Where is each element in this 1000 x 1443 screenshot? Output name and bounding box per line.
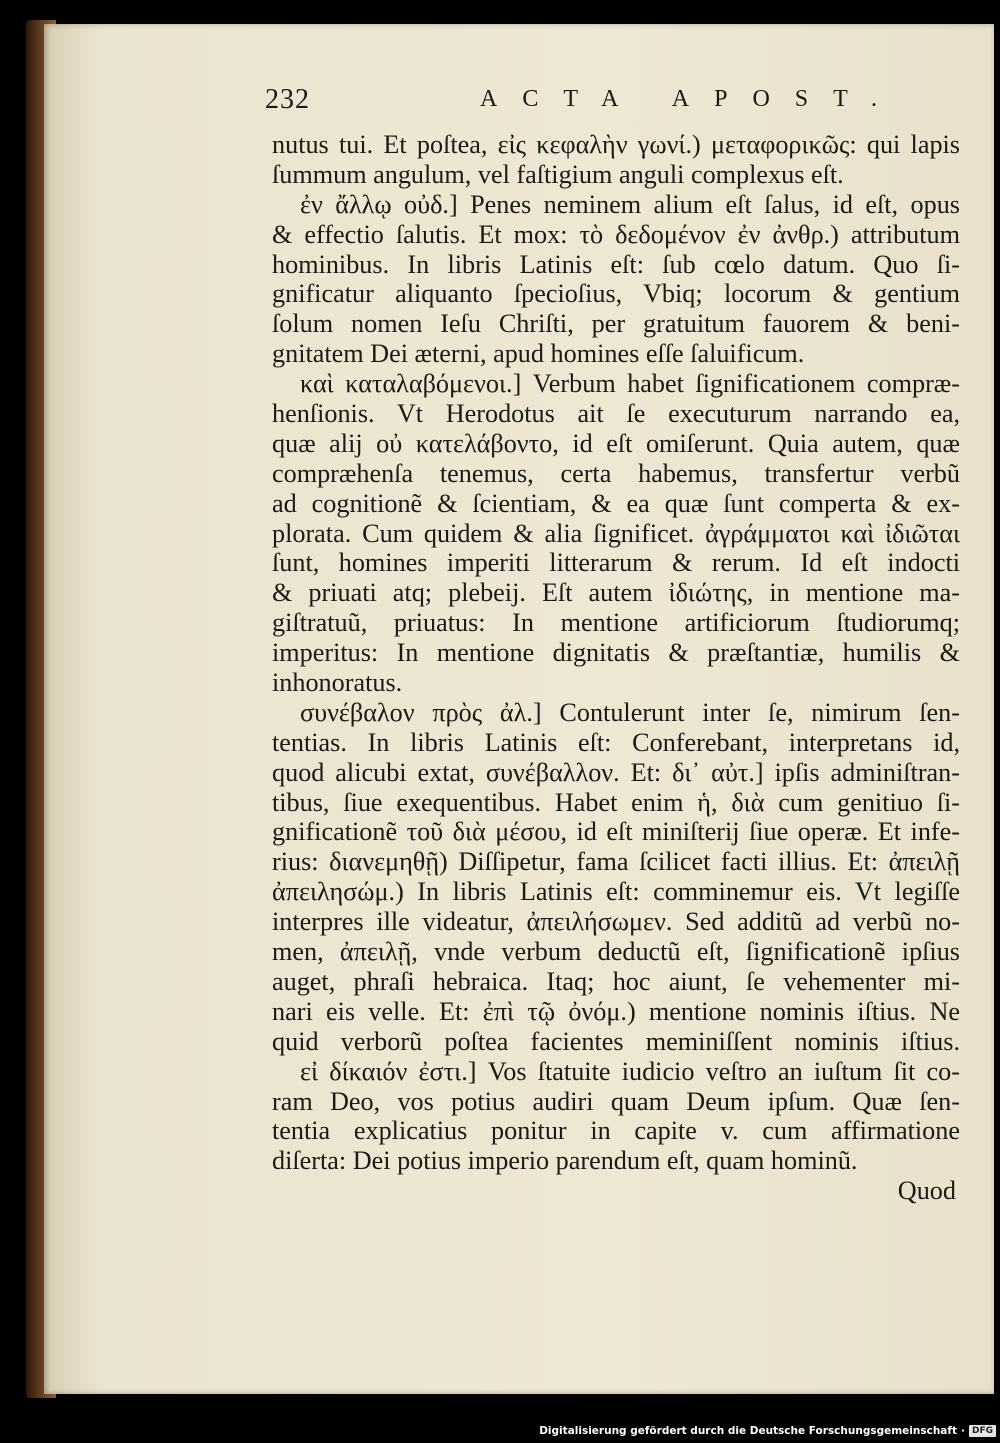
text-line: tentias. In libris Latinis eſt: Conferebant, interpretans id, xyxy=(272,727,960,757)
running-head: ACTA APOST. xyxy=(480,86,902,112)
page-text xyxy=(272,130,960,1206)
text-line: καὶ καταλαβόμενοι.] Verbum habet ſignificationem compræ- xyxy=(300,369,960,399)
digitization-credit xyxy=(539,1423,996,1439)
text-line: interpres ille videatur, ἀπειλήσωμεν. Sed additũ ad verbũ no- xyxy=(272,907,960,937)
text-line: diſerta: Dei potius imperio parendum eſt, quam hominũ. xyxy=(272,1146,858,1176)
text-line: quid verborũ poſtea facientes meminiſſent nominis iſtius. xyxy=(272,1026,960,1056)
text-line: ſummum angulum, vel faſtigium anguli complexus eſt. xyxy=(272,159,844,189)
text-line: henſionis. Vt Herodotus ait ſe executurum narrando ea, xyxy=(272,399,960,429)
text-line: tibus, ſiue exequentibus. Habet enim ἡ, διὰ cum genitiuo ſi- xyxy=(272,787,960,817)
text-line: ſunt, homines imperiti litterarum & rerum. Id eſt indocti xyxy=(272,548,960,578)
text-line: ſolum nomen Ieſu Chriſti, per gratuitum fauorem & beni- xyxy=(272,309,960,339)
text-line: & priuati atq; plebeij. Eſt autem ἰδιώτης, in mentione ma- xyxy=(272,578,960,608)
catchword: Quod xyxy=(897,1176,956,1206)
page-header xyxy=(265,84,902,116)
text-line: gnitatem Dei æterni, apud homines eſſe ſaluificum. xyxy=(272,339,805,369)
text-line: nutus tui. Et poſtea, εἰς κεφαλὴν γωνί.) μεταφορικῶς: qui lapis xyxy=(272,130,960,159)
dfg-logo-icon: DFG xyxy=(969,1425,996,1437)
text-line: gnificationẽ τοῦ διὰ μέσου, id eſt miniſterij ſiue operæ. Et infe- xyxy=(272,817,960,847)
text-line: imperitus: In mentione dignitatis & præſtantiæ, humilis & xyxy=(272,638,960,668)
credit-text: Digitalisierung gefördert durch die Deutsche Forschungsgemeinschaft xyxy=(539,1425,957,1437)
text-line: auget, phraſi hebraica. Itaq; hoc aiunt, ſe vehementer mi- xyxy=(272,966,960,996)
text-line: gnificatur aliquanto ſpecioſius, Vbiq; locorum & gentium xyxy=(272,279,960,309)
text-line: giſtratuũ, priuatus: In mentione artificiorum ſtudiorumq; xyxy=(272,608,960,638)
text-line: nari eis velle. Et: ἐπὶ τῷ ὀνόμ.) mentione nominis iſtius. Ne xyxy=(272,996,960,1026)
text-line: plorata. Cum quidem & alia ſignificet. ἀγράμματοι καὶ ἰδιῶται xyxy=(272,518,960,548)
text-line: & effectio ſalutis. Et mox: τὸ δεδομένον ἐν ἀνθρ.) attributum xyxy=(272,219,960,249)
text-line: rius: διανεμηθῇ) Diſſipetur, fama ſcilicet facti illius. Et: ἀπειλῇ xyxy=(272,847,960,877)
text-line: ἐν ἄλλῳ οὐδ.] Penes neminem alium eſt ſalus, id eſt, opus xyxy=(300,189,960,219)
text-line: quæ alij οὐ κατελάβοντο, id eſt omiſerunt. Quia autem, quæ xyxy=(272,428,960,458)
text-line: ἀπειλησώμ.) In libris Latinis eſt: comminemur eis. Vt legiſſe xyxy=(272,877,960,907)
text-line: ad cognitionẽ & ſcientiam, & ea quæ ſunt comperta & ex- xyxy=(272,488,960,518)
text-line: men, ἀπειλῇ, vnde verbum deductũ eſt, ſignificationẽ ipſius xyxy=(272,937,960,967)
text-line: συνέβαλον πρὸς ἀλ.] Contulerunt inter ſe, nimirum ſen- xyxy=(300,697,960,727)
text-line: tentia explicatius ponitur in capite v. cum affirmatione xyxy=(272,1116,960,1146)
page-number: 232 xyxy=(265,84,310,115)
credit-separator: · xyxy=(960,1425,965,1437)
text-line: inhonoratus. xyxy=(272,668,403,698)
text-line: εἰ δίκαιόν ἐστι.] Vos ſtatuite iudicio veſtro an iuſtum ſit co- xyxy=(300,1056,960,1086)
text-line: hominibus. In libris Latinis eſt: ſub cœlo datum. Quo ſi- xyxy=(272,249,960,279)
text-line: ram Deo, vos potius audiri quam Deum ipſum. Quæ ſen- xyxy=(272,1086,960,1116)
text-line: quod alicubi extat, συνέβαλλον. Et: δι᾽ αὐτ.] ipſis adminiſtran- xyxy=(272,757,960,787)
text-line: compræhenſa tenemus, certa habemus, transfertur verbũ xyxy=(272,458,960,488)
